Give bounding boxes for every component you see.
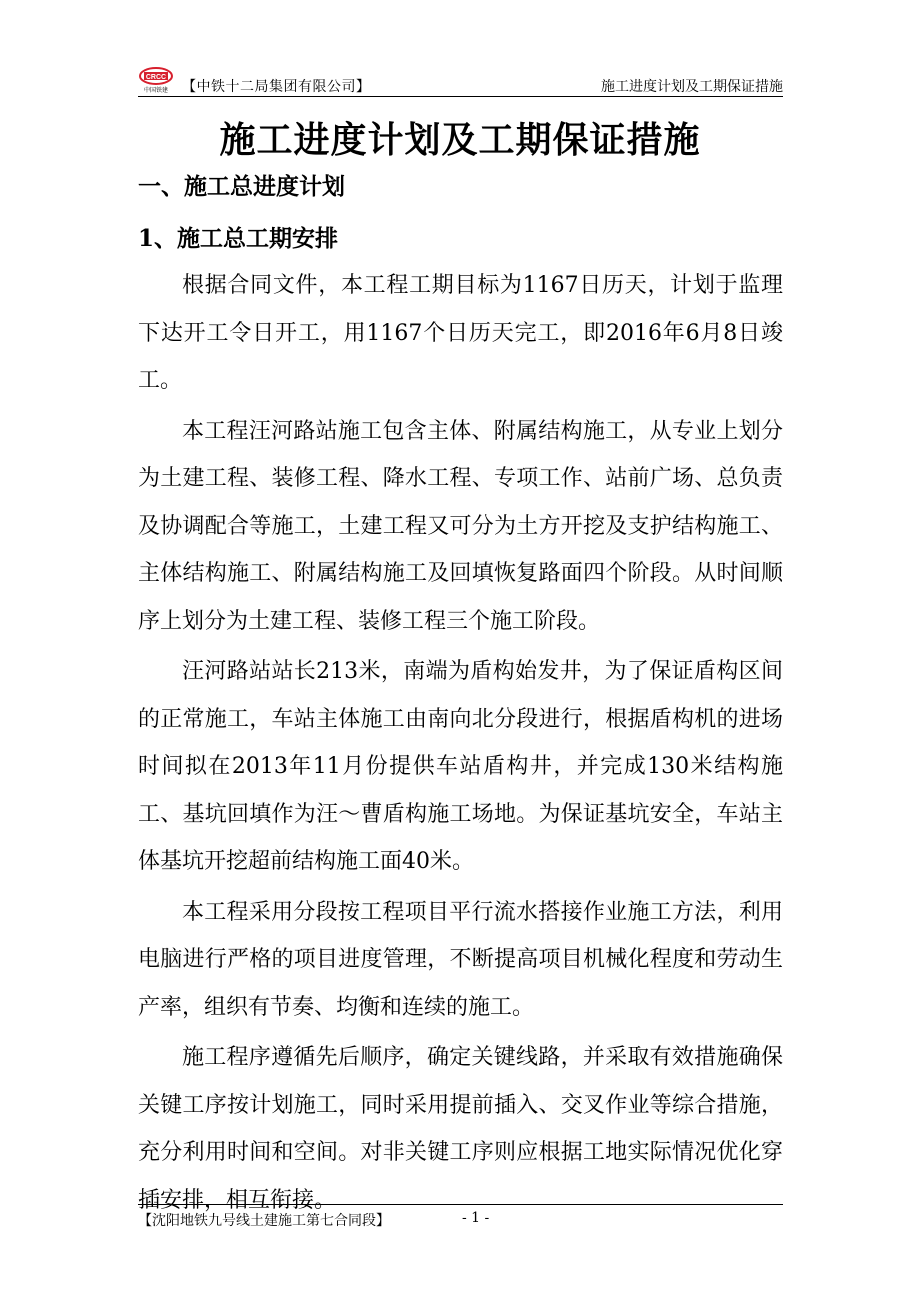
page-number: - 1 - <box>462 1210 490 1226</box>
body-text <box>138 262 783 1224</box>
logo-lettering: CRCC <box>145 74 167 81</box>
page-header <box>138 66 783 96</box>
subsection-heading: 1、施工总工期安排 <box>138 225 339 252</box>
section-heading: 一、施工总进度计划 <box>138 173 345 200</box>
company-logo <box>138 66 174 94</box>
header-section-title: 施工进度计划及工期保证措施 <box>601 79 783 95</box>
paragraph-4: 本工程采用分段按工程项目平行流水搭接作业施工方法，利用电脑进行严格的项目进度管理，不断提高项目机械化程度和劳动生产率，组织有节奏、均衡和连续的施工。 <box>138 899 783 1020</box>
paragraph-2: 本工程汪河路站施工包含主体、附属结构施工，从专业上划分为土建工程、装修工程、降水工程、专项工作、站前广场、总负责及协调配合等施工，土建工程又可分为土方开挖及支护结构施工、主体结构施工、附属结构施工及回填恢复路面四个阶段。从时间顺序上划分为土建工程、装修工程三个施工阶段。 <box>138 418 783 634</box>
header-divider <box>138 96 783 97</box>
paragraph-5: 施工程序遵循先后顺序，确定关键线路，并采取有效措施确保关键工序按计划施工，同时采用提前插入、交叉作业等综合措施，充分利用时间和空间。对非关键工序则应根据工地实际情况优化穿插安排，相互衔接。 <box>138 1045 783 1213</box>
header-company-name: 【中铁十二局集团有限公司】 <box>182 79 371 95</box>
document-title: 施工进度计划及工期保证措施 <box>219 119 701 161</box>
footer-project-name: 【沈阳地铁九号线土建施工第七合同段】 <box>138 1213 390 1229</box>
logo-subtext: 中国铁建 <box>143 87 169 94</box>
footer-divider <box>138 1204 783 1205</box>
paragraph-3: 汪河路站站长213米，南端为盾构始发井，为了保证盾构区间的正常施工，车站主体施工由南向北分段进行，根据盾构机的进场时间拟在2013年11月份提供车站盾构井，并完成130米结构施工、基坑回填作为汪～曹盾构施工场地。为保证基坑安全，车站主体基坑开挖超前结构施工面40米。 <box>138 659 783 874</box>
paragraph-1: 根据合同文件，本工程工期目标为1167日历天，计划于监理下达开工令日开工，用1167个日历天完工，即2016年6月8日竣工。 <box>138 273 783 393</box>
